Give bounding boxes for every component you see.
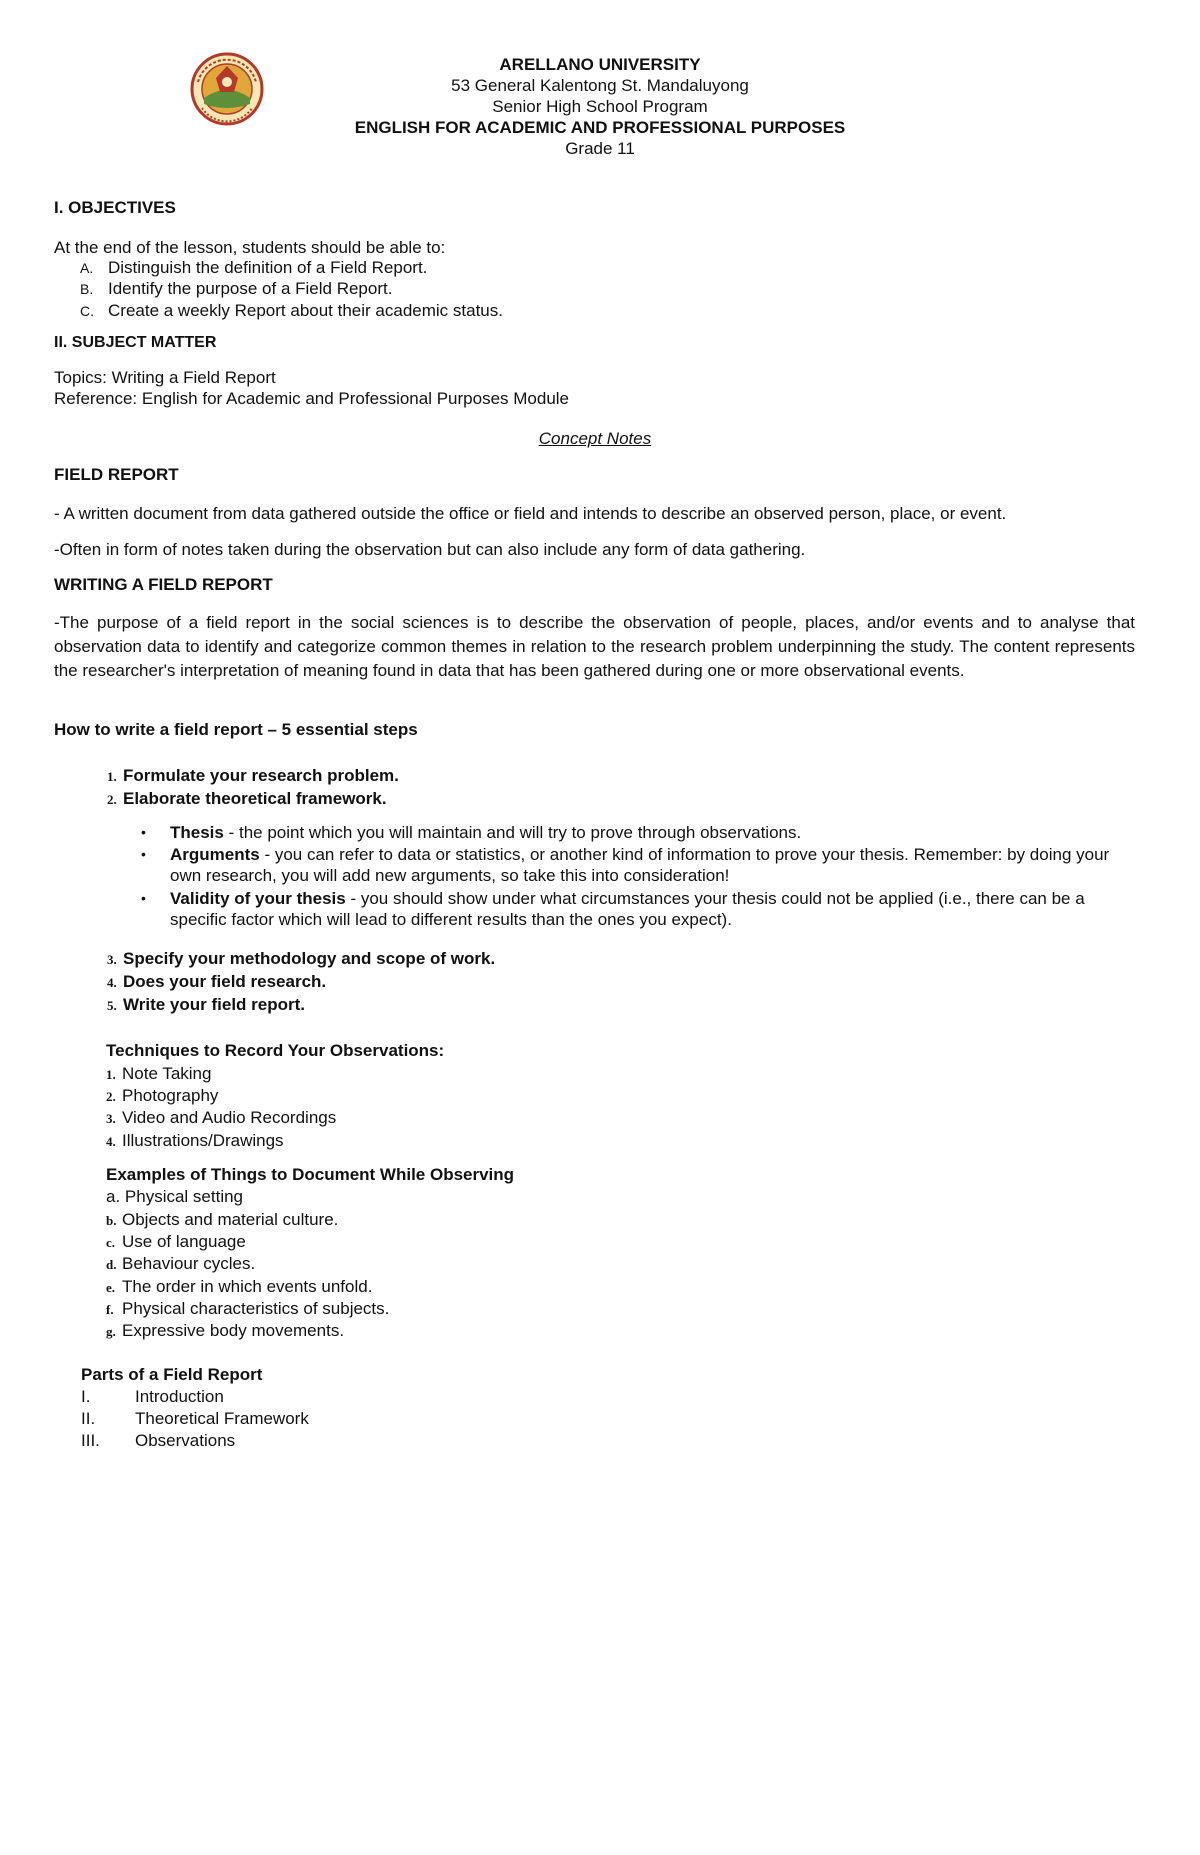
technique-item: 4. Illustrations/Drawings — [106, 1131, 284, 1150]
parts-heading: Parts of a Field Report — [81, 1365, 263, 1384]
example-item: a. Physical setting — [106, 1187, 244, 1206]
course-title: ENGLISH FOR ACADEMIC AND PROFESSIONAL PURPOSES — [354, 118, 846, 137]
example-item: f. Physical characteristics of subjects. — [106, 1299, 390, 1318]
part-item: III. Observations — [81, 1431, 236, 1450]
university-address: 53 General Kalentong St. Mandaluyong — [451, 76, 749, 95]
objectives-intro: At the end of the lesson, students should be able to: — [54, 238, 446, 257]
bullet-icon: • — [141, 846, 146, 862]
example-item: g. Expressive body movements. — [106, 1321, 345, 1340]
subject-topics: Topics: Writing a Field Report — [54, 368, 276, 387]
grade-level: Grade 11 — [565, 139, 635, 158]
examples-heading: Examples of Things to Document While Observing — [106, 1165, 515, 1184]
steps-heading: How to write a field report – 5 essential steps — [54, 720, 418, 739]
writing-field-report-heading: WRITING A FIELD REPORT — [54, 575, 273, 594]
step-item: 4. Does your field research. — [107, 972, 327, 991]
example-item: b. Objects and material culture. — [106, 1210, 339, 1229]
bullet-icon: • — [141, 824, 146, 840]
field-report-heading: FIELD REPORT — [54, 465, 179, 484]
bullet-item-validity: • Validity of your thesis - you should show under what circumstances your thesis could not be applied (i.e., there can be a specific factor which will lead to different results than the ones you expect). — [141, 889, 1085, 929]
technique-item: 2. Photography — [106, 1086, 219, 1105]
example-item: e. The order in which events unfold. — [106, 1277, 373, 1296]
technique-item: 3. Video and Audio Recordings — [106, 1108, 337, 1127]
example-item: c. Use of language — [106, 1232, 246, 1251]
step-item: 1. Formulate your research problem. — [107, 766, 399, 785]
concept-notes-title: Concept Notes — [538, 429, 652, 448]
part-item: I. Introduction — [81, 1387, 224, 1406]
part-item: II. Theoretical Framework — [81, 1409, 309, 1428]
step-item: 5. Write your field report. — [107, 995, 305, 1014]
field-report-definition-2: -Often in form of notes taken during the observation but can also include any form of data gathering. — [54, 540, 806, 559]
bullet-item-thesis: • Thesis - the point which you will maintain and will try to prove through observations. — [141, 823, 802, 842]
step-item: 2. Elaborate theoretical framework. — [107, 789, 387, 808]
techniques-heading: Techniques to Record Your Observations: — [106, 1041, 445, 1060]
technique-item: 1. Note Taking — [106, 1064, 212, 1083]
objective-item: A. Distinguish the definition of a Field Report. — [80, 258, 428, 277]
field-report-definition-1: - A written document from data gathered outside the office or field and intends to describe an observed person, place, or event. — [54, 504, 1007, 523]
objectives-heading: I. OBJECTIVES — [54, 198, 176, 217]
bullet-item-arguments: • Arguments - you can refer to data or statistics, or another kind of information to prove your thesis. Remember: by doing your own research, you will add new arguments, so take this into consideration! — [141, 845, 1110, 885]
step-item: 3. Specify your methodology and scope of work. — [107, 949, 496, 968]
example-item: d. Behaviour cycles. — [106, 1254, 256, 1273]
university-name: ARELLANO UNIVERSITY — [499, 55, 701, 74]
subject-matter-heading: II. SUBJECT MATTER — [54, 334, 217, 351]
subject-reference: Reference: English for Academic and Professional Purposes Module — [54, 389, 570, 408]
objective-item: B. Identify the purpose of a Field Report. — [80, 279, 393, 298]
document-header — [0, 54, 1200, 159]
objective-item: C. Create a weekly Report about their academic status. — [80, 301, 503, 320]
program-name: Senior High School Program — [492, 97, 708, 116]
bullet-icon: • — [141, 890, 146, 906]
writing-field-report-paragraph: -The purpose of a field report in the social sciences is to describe the observation of people, places, and/or events and to analyse that observation data to identify and categorize common themes in relation to the research problem underpinning the study. The content represents the researcher's interpretation of meaning found in data that has been gathered during one or more observational events. — [54, 613, 1135, 680]
